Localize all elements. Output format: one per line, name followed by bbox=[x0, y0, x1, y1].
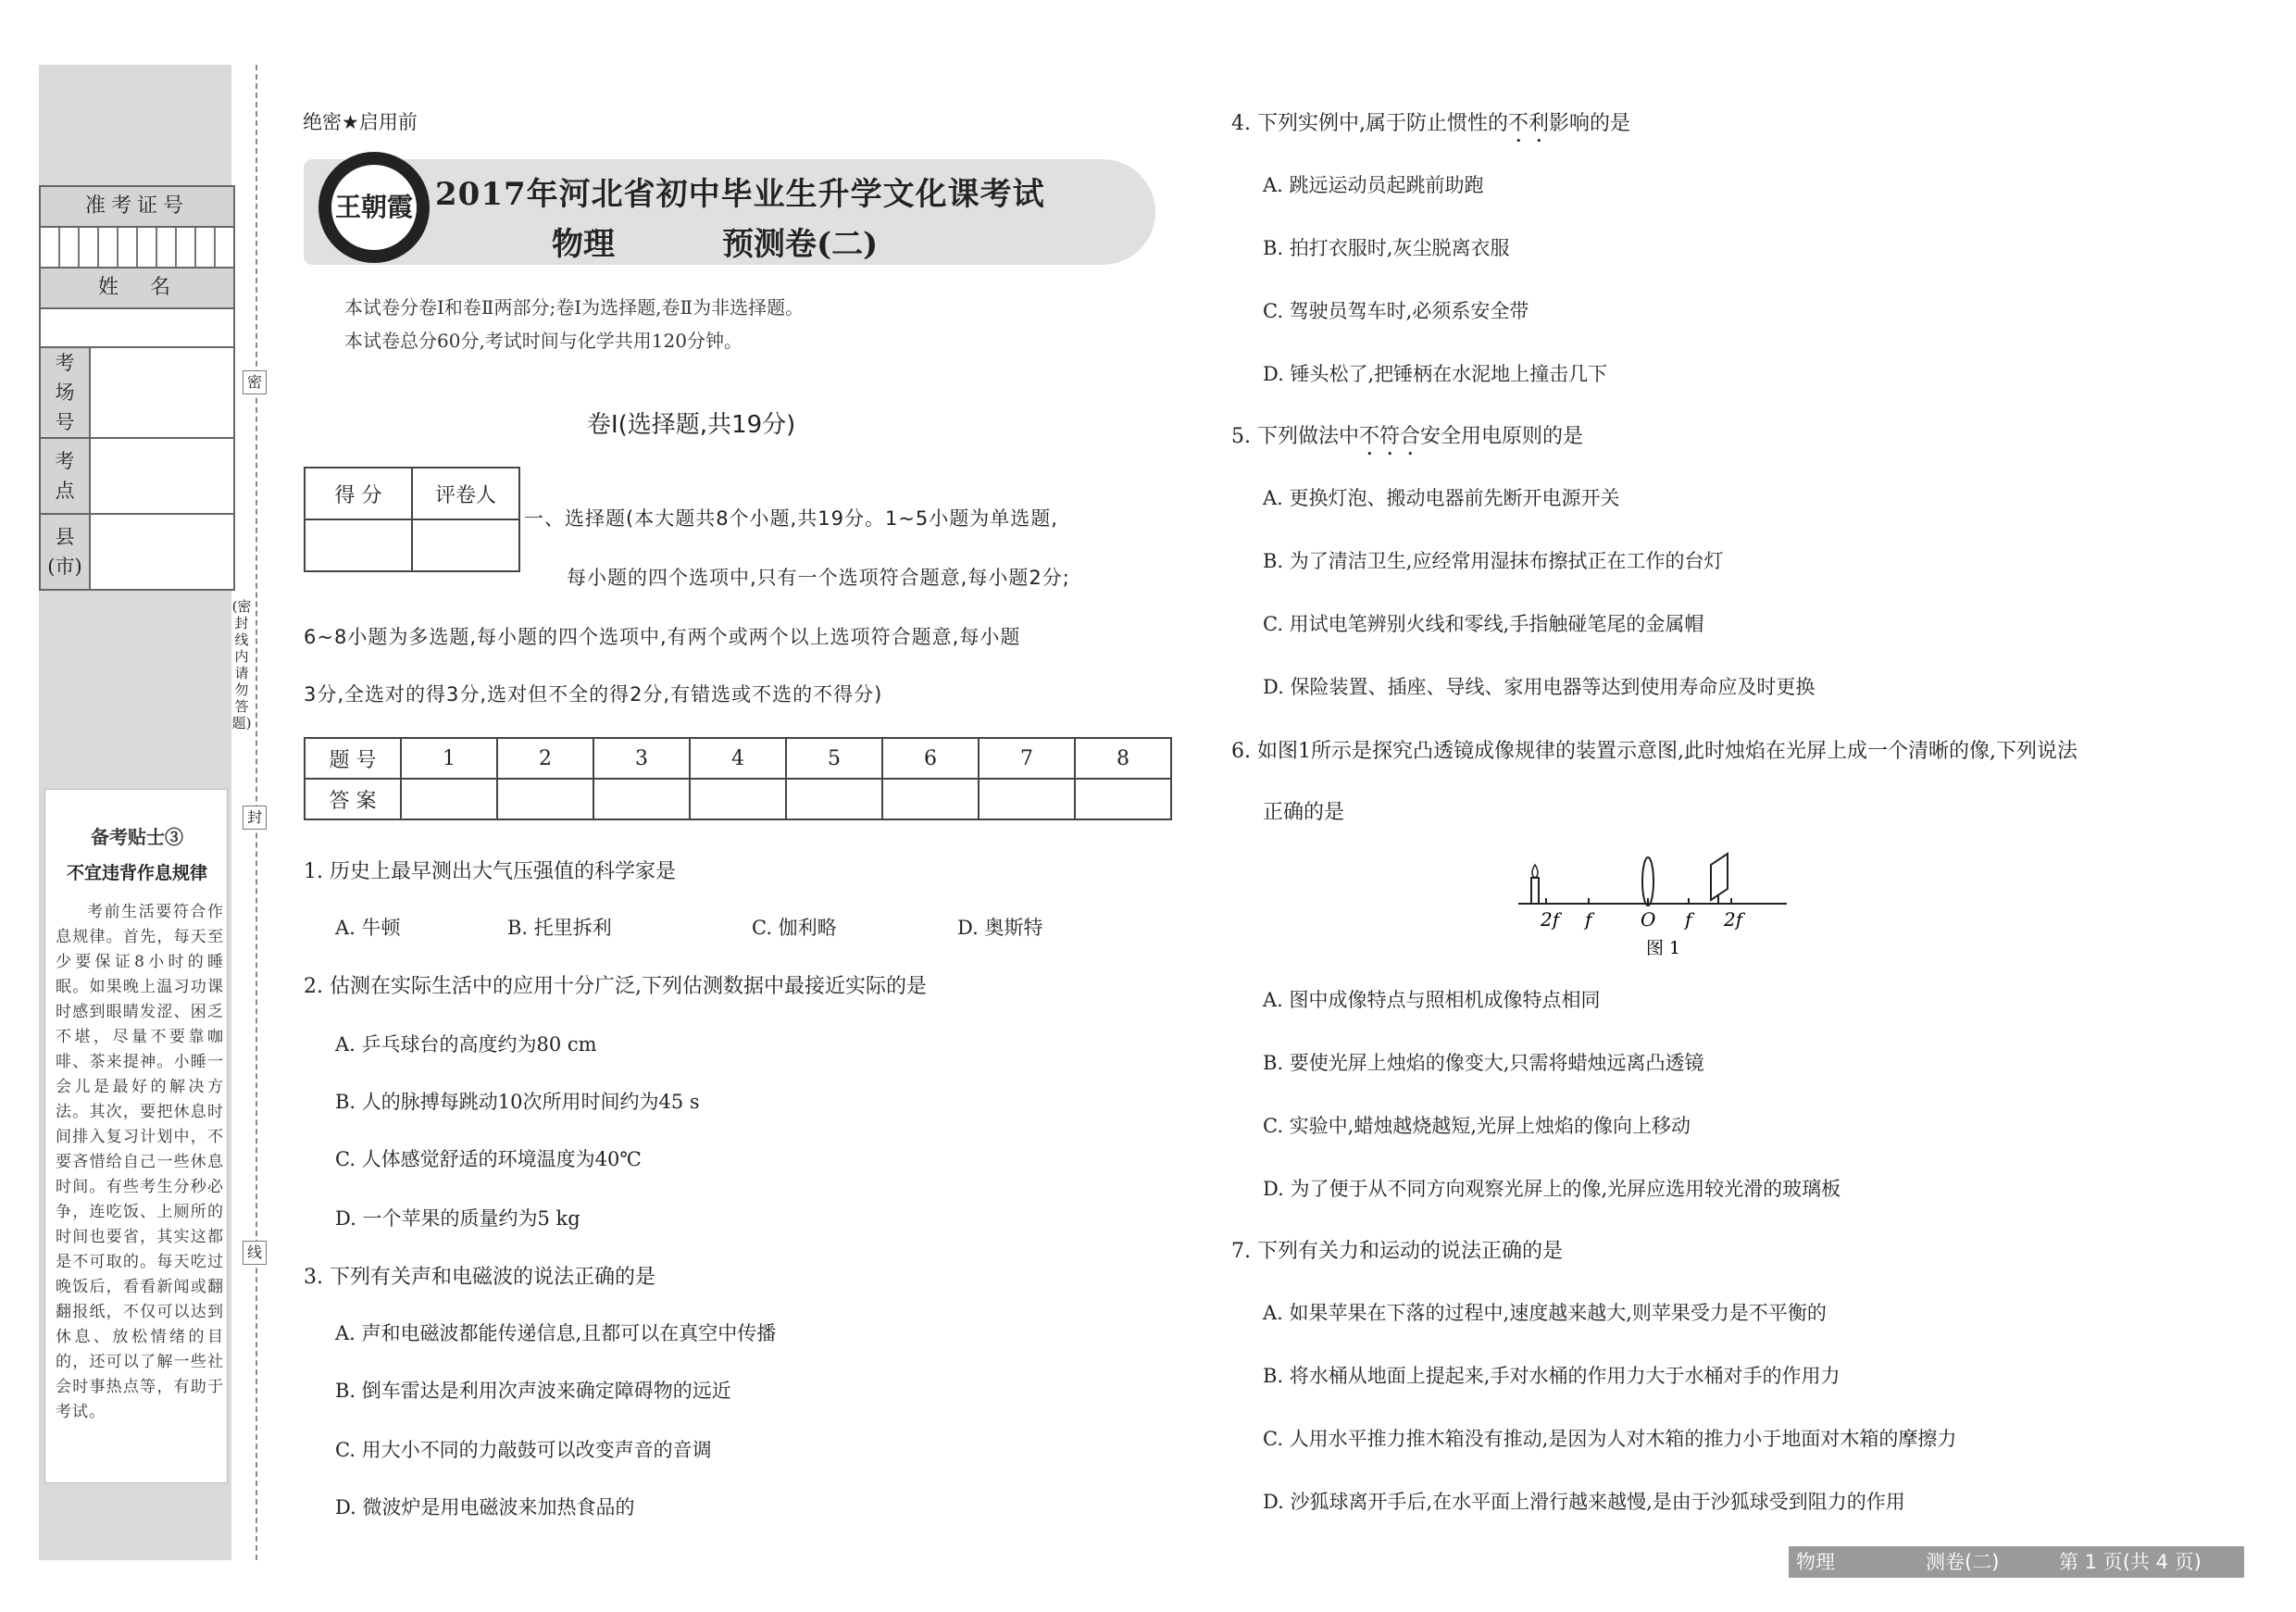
answer-cell[interactable] bbox=[882, 779, 979, 819]
seal-mark-1: 密 bbox=[243, 370, 267, 394]
option-6a: A. 图中成像特点与照相机成像特点相同 bbox=[1263, 989, 1601, 1011]
option-2a: A. 乒乓球台的高度约为80 cm bbox=[335, 1033, 597, 1056]
label-2f-right: 2f bbox=[1724, 908, 1743, 931]
figure-caption: 图 1 bbox=[1646, 938, 1681, 958]
answer-cell[interactable] bbox=[1075, 779, 1171, 819]
option-4b: B. 拍打衣服时,灰尘脱离衣服 bbox=[1263, 237, 1510, 259]
instruction-line-3: 6~8小题为多选题,每小题的四个选项中,有两个或两个以上选项符合题意,每小题 bbox=[304, 626, 1021, 648]
grid-num: 2 bbox=[497, 738, 593, 779]
site-field[interactable] bbox=[91, 439, 233, 513]
flame-icon bbox=[1532, 865, 1538, 878]
candidate-info-box bbox=[39, 185, 235, 591]
grid-num: 4 bbox=[690, 738, 786, 779]
site-label: 考 点 bbox=[41, 439, 91, 513]
question-number-label: 题 号 bbox=[305, 738, 401, 779]
option-3b: B. 倒车雷达是利用次声波来确定障碍物的远近 bbox=[335, 1380, 731, 1402]
option-2c: C. 人体感觉舒适的环境温度为40℃ bbox=[335, 1148, 642, 1170]
option-2d: D. 一个苹果的质量约为5 kg bbox=[335, 1207, 580, 1230]
tip-subtitle: 不宜违背作息规律 bbox=[66, 863, 207, 883]
intro-line-1: 本试卷分卷Ⅰ和卷Ⅱ两部分;卷Ⅰ为选择题,卷Ⅱ为非选择题。 bbox=[344, 296, 805, 319]
footer-paper: 测卷(二) bbox=[1926, 1551, 2000, 1573]
label-2f-left: 2f bbox=[1541, 908, 1560, 931]
seal-mark-3: 线 bbox=[243, 1241, 267, 1265]
option-7b: B. 将水桶从地面上提起来,手对水桶的作用力大于水桶对手的作用力 bbox=[1263, 1365, 1841, 1387]
option-3d: D. 微波炉是用电磁波来加热食品的 bbox=[335, 1496, 635, 1518]
grid-num: 8 bbox=[1075, 738, 1171, 779]
exam-subject: 物理 bbox=[552, 226, 615, 263]
label-f-left: f bbox=[1585, 908, 1592, 931]
question-6-line-1: 6. 如图1所示是探究凸透镜成像规律的装置示意图,此时烛焰在光屏上成一个清晰的像,下列说法 bbox=[1231, 740, 2078, 763]
county-field[interactable] bbox=[91, 515, 233, 589]
emphasis-text: 不利 bbox=[1507, 112, 1549, 135]
option-1a: A. 牛顿 bbox=[335, 917, 401, 939]
venue-label: 考 场 号 bbox=[41, 348, 91, 437]
answer-cell[interactable] bbox=[690, 779, 786, 819]
option-3a: A. 声和电磁波都能传递信息,且都可以在真空中传播 bbox=[335, 1322, 777, 1344]
answer-cell[interactable] bbox=[593, 779, 690, 819]
option-1c: C. 伽利略 bbox=[752, 917, 837, 939]
intro-line-2: 本试卷总分60分,考试时间与化学共用120分钟。 bbox=[344, 330, 742, 352]
question-6-line-2: 正确的是 bbox=[1263, 801, 1345, 824]
option-5b: B. 为了清洁卫生,应经常用湿抹布擦拭正在工作的台灯 bbox=[1263, 550, 1724, 572]
option-7a: A. 如果苹果在下落的过程中,速度越来越大,则苹果受力是不平衡的 bbox=[1263, 1302, 1827, 1324]
county-label: 县 (市) bbox=[41, 515, 91, 589]
answer-cell[interactable] bbox=[497, 779, 593, 819]
grader-label: 评卷人 bbox=[412, 468, 519, 519]
venue-field[interactable] bbox=[91, 348, 233, 437]
option-1d: D. 奥斯特 bbox=[957, 917, 1043, 939]
option-5a: A. 更换灯泡、搬动电器前先断开电源开关 bbox=[1263, 487, 1620, 509]
option-4d: D. 锤头松了,把锤柄在水泥地上撞击几下 bbox=[1263, 363, 1608, 385]
question-2: 2. 估测在实际生活中的应用十分广泛,下列估测数据中最接近实际的是 bbox=[304, 975, 927, 998]
grid-num: 7 bbox=[979, 738, 1075, 779]
answer-cell[interactable] bbox=[979, 779, 1075, 819]
screen-icon bbox=[1711, 854, 1728, 900]
grid-num: 5 bbox=[786, 738, 882, 779]
question-7: 7. 下列有关力和运动的说法正确的是 bbox=[1231, 1240, 1563, 1263]
confidential-mark: 绝密★启用前 bbox=[303, 111, 418, 133]
question-3: 3. 下列有关声和电磁波的说法正确的是 bbox=[304, 1266, 655, 1289]
publisher-logo-text: 王朝霞 bbox=[331, 165, 417, 250]
grid-num: 6 bbox=[882, 738, 979, 779]
page-footer bbox=[1789, 1546, 2244, 1578]
option-2b: B. 人的脉搏每跳动10次所用时间约为45 s bbox=[335, 1091, 700, 1113]
option-5c: C. 用试电笔辨别火线和零线,手指触碰笔尾的金属帽 bbox=[1263, 613, 1704, 635]
lens-apparatus-figure bbox=[1509, 833, 1805, 963]
grid-num: 3 bbox=[593, 738, 690, 779]
option-5d: D. 保险装置、插座、导线、家用电器等达到使用寿命应及时更换 bbox=[1263, 676, 1816, 698]
question-5: 5. 下列做法中不符合安全用电原则的是 bbox=[1231, 425, 1584, 448]
exam-number-cells[interactable] bbox=[41, 228, 233, 269]
binding-note: (密封线内请勿答题) bbox=[231, 598, 252, 731]
emphasis-text: 不符合 bbox=[1358, 425, 1420, 448]
option-7d: D. 沙狐球离开手后,在水平面上滑行越来越慢,是由于沙狐球受到阻力的作用 bbox=[1263, 1491, 1905, 1513]
option-6b: B. 要使光屏上烛焰的像变大,只需将蜡烛远离凸透镜 bbox=[1263, 1052, 1704, 1074]
footer-subject: 物理 bbox=[1796, 1551, 1835, 1573]
option-1b: B. 托里拆利 bbox=[507, 917, 612, 939]
name-label: 姓 名 bbox=[41, 269, 233, 309]
instruction-line-1: 一、选择题(本大题共8个小题,共19分。1~5小题为单选题, bbox=[524, 507, 1058, 530]
tip-body: 考前生活要符合作息规律。首先，每天至少要保证8小时的睡眠。如果晚上温习功课时感到眼睛发涩、困乏不堪，尽量不要靠咖啡、茶来提神。小睡一会儿是最好的解决方法。其次，要把休息时间排入复习计划中，不要吝惜给自己一些休息时间。有些考生分秒必争，连吃饭、上厕所的时间也要省，其实这都是不可取的。每天吃过晚饭后，看看新闻或翻翻报纸，不仅可以达到休息、放松情绪的目的，还可以了解一些社会时事热点等，有助于考试。 bbox=[56, 903, 224, 1421]
label-o: O bbox=[1641, 908, 1656, 931]
label-f-right: f bbox=[1685, 908, 1692, 931]
option-4c: C. 驾驶员驾车时,必须系安全带 bbox=[1263, 300, 1529, 322]
candle-icon bbox=[1531, 878, 1539, 904]
answer-cell[interactable] bbox=[401, 779, 497, 819]
option-3c: C. 用大小不同的力敲鼓可以改变声音的音调 bbox=[335, 1439, 712, 1461]
grid-num: 1 bbox=[401, 738, 497, 779]
tip-title: 备考贴士③ bbox=[91, 826, 183, 848]
answer-label: 答 案 bbox=[305, 779, 401, 819]
question-4: 4. 下列实例中,属于防止惯性的不利影响的是 bbox=[1231, 112, 1631, 135]
answer-cell[interactable] bbox=[786, 779, 882, 819]
footer-page-number: 第 1 页(共 4 页) bbox=[2059, 1551, 2202, 1573]
question-1: 1. 历史上最早测出大气压强值的科学家是 bbox=[304, 860, 676, 883]
grader-cell[interactable] bbox=[412, 519, 519, 571]
score-table bbox=[304, 467, 520, 572]
section-title: 卷Ⅰ(选择题,共19分) bbox=[587, 411, 796, 439]
exam-title: 2017年河北省初中毕业生升学文化课考试 bbox=[435, 176, 1045, 213]
instruction-line-2: 每小题的四个选项中,只有一个选项符合题意,每小题2分; bbox=[567, 567, 1070, 589]
exam-paper-name: 预测卷(二) bbox=[722, 226, 879, 263]
option-6c: C. 实验中,蜡烛越烧越短,光屏上烛焰的像向上移动 bbox=[1263, 1115, 1691, 1137]
score-cell[interactable] bbox=[305, 519, 412, 571]
exam-number-label: 准考证号 bbox=[41, 187, 233, 228]
option-6d: D. 为了便于从不同方向观察光屏上的像,光屏应选用较光滑的玻璃板 bbox=[1263, 1178, 1841, 1200]
instruction-line-4: 3分,全选对的得3分,选对但不全的得2分,有错选或不选的不得分) bbox=[304, 683, 883, 706]
answer-grid bbox=[304, 737, 1172, 820]
score-label: 得 分 bbox=[305, 468, 412, 519]
option-4a: A. 跳远运动员起跳前助跑 bbox=[1263, 174, 1484, 196]
name-field[interactable] bbox=[41, 309, 233, 348]
option-7c: C. 人用水平推力推木箱没有推动,是因为人对木箱的推力小于地面对木箱的摩擦力 bbox=[1263, 1428, 1957, 1450]
seal-mark-2: 封 bbox=[243, 806, 267, 830]
